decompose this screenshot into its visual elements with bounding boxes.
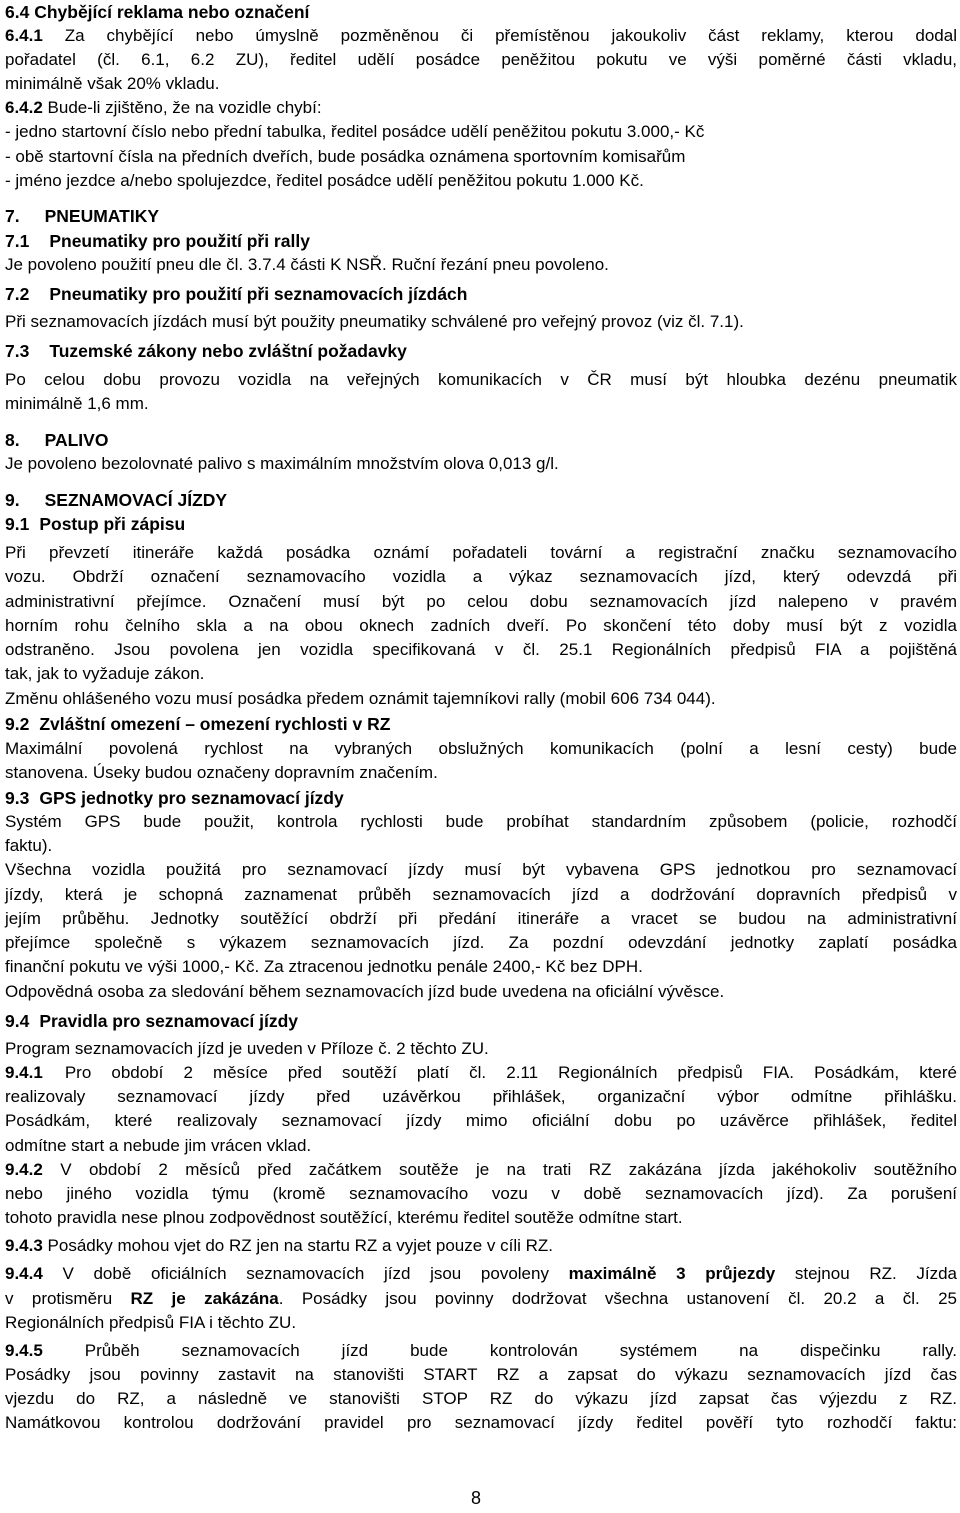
clause-number: 6.4.1 (5, 26, 43, 45)
section-7-3-heading (5, 339, 407, 363)
emphasis-text: RZ je zakázána (130, 1289, 279, 1308)
paragraph-line: tak, jak to vyžaduje zákon. (5, 664, 205, 683)
section-8-heading (5, 428, 108, 452)
section-number: 9.2 (5, 714, 30, 734)
paragraph-line: odstraněno. Jsou povolena jen vozidla specifikovaná v čl. 25.1 Regionálních předpisů FIA a pojištěná (5, 640, 957, 659)
clause-text: stejnou RZ. Jízda (775, 1264, 957, 1283)
page-number: 8 (471, 1488, 482, 1508)
section-number: 7. (5, 206, 20, 226)
section-number: 7.2 (5, 284, 30, 304)
section-7-heading (5, 204, 159, 228)
paragraph-line: jejím průběhu. Jednotky soutěžící obdrží při předání itineráře a vracet se budou na administrativní (5, 909, 957, 928)
paragraph-line: Je povoleno bezolovnaté palivo s maximálním množstvím olova 0,013 g/l. (5, 454, 559, 473)
para-9-4-5-line: vjezdu do RZ, a následně ve stanovišti STOP RZ do výkazu jízd zapsat čas výjezdu z RZ. (5, 1389, 957, 1408)
section-title: Pneumatiky pro použití při seznamovacích jízdách (49, 284, 468, 304)
clause-text: v protisměru (5, 1289, 131, 1308)
section-6-4-heading: 6.4 Chybějící reklama nebo označení (5, 2, 310, 22)
section-number: 9.3 (5, 788, 30, 808)
clause-text: V období 2 měsíců před začátkem soutěže je na trati RZ zakázána jízda jakéhokoliv soutěžního (42, 1160, 957, 1179)
clause-number: 9.4.4 (5, 1264, 43, 1283)
section-7-2-heading (5, 282, 467, 306)
clause-text: Bude-li zjištěno, že na vozidle chybí: (42, 98, 322, 117)
clause-text: Průběh seznamovacích jízd bude kontrolován systémem na dispečinku rally. (42, 1341, 957, 1360)
para-9-4-1-line: odmítne start a nebude jim vrácen vklad. (5, 1136, 312, 1155)
paragraph-line: jízdy, která je schopná zaznamenat průběh seznamovacích jízd a dodržování dopravních předpisů v (5, 885, 957, 904)
paragraph-line: Maximální povolená rychlost na vybraných obslužných komunikacích (polní a lesní cesty) bude (5, 739, 957, 758)
section-number: 8. (5, 430, 20, 450)
paragraph-line: Je povoleno použití pneu dle čl. 3.7.4 části K NSŘ. Ruční řezání pneu povoleno. (5, 255, 609, 274)
para-9-4-1-line: Posádkám, které realizovaly seznamovací jízdy mimo oficiální dobu po uzávěrce přihlášek, ředitel (5, 1111, 957, 1130)
paragraph-line: administrativní přejímce. Označení musí být po celou dobu seznamovacích jízd nalepeno v pravém (5, 592, 957, 611)
paragraph-line: Při převzetí itineráře každá posádka oznámí pořadateli tovární a registrační značku seznamovacího (5, 543, 957, 562)
section-title: Pneumatiky pro použití při rally (49, 231, 310, 251)
paragraph-line: stanovena. Úseky budou označeny dopravním značením. (5, 763, 438, 782)
para-9-4-4-line: Regionálních předpisů FIA i těchto ZU. (5, 1313, 297, 1332)
para-9-4-5-line: Posádky jsou povinny zastavit na stanovišti START RZ a zapsat do výkazu seznamovacích jízd čas (5, 1365, 957, 1384)
paragraph-line: Po celou dobu provozu vozidla na veřejných komunikacích v ČR musí být hloubka dezénu pneumatik (5, 370, 957, 389)
section-title: GPS jednotky pro seznamovací jízdy (39, 788, 344, 808)
clause-number: 6.4.2 (5, 98, 43, 117)
paragraph-line: Systém GPS bude použit, kontrola rychlosti bude probíhat standardním způsobem (policie, rozhodčí (5, 812, 957, 831)
paragraph-line: faktu). (5, 836, 53, 855)
section-number: 9.1 (5, 514, 30, 534)
clause-text: Za chybějící nebo úmyslně pozměněnou či přemístěnou jakoukoliv část reklamy, kterou dodal (42, 26, 957, 45)
clause-text: Pro období 2 měsíce před soutěží platí čl. 2.11 Regionálních předpisů FIA. Posádkám, které (64, 1063, 957, 1082)
section-9-heading (5, 488, 227, 512)
para-9-4-1-line (5, 1061, 957, 1085)
para-9-4-4-line (5, 1287, 957, 1311)
clause-number: 9.4.3 (5, 1236, 43, 1255)
section-title: Tuzemské zákony nebo zvláštní požadavky (49, 341, 407, 361)
para-6-4-1-line: pořadatel (čl. 6.1, 6.2 ZU), ředitel udělí posádce peněžitou pokutu ve výši poměrné části vkladu, (5, 50, 957, 69)
clause-number: 9.4.1 (5, 1063, 43, 1082)
section-9-4-heading (5, 1009, 298, 1033)
section-9-2-heading (5, 712, 390, 736)
para-9-4-2-line: nebo jiného vozidla týmu (kromě seznamovacího vozu v době seznamovacích jízd). Za porušení (5, 1184, 957, 1203)
section-number: 9. (5, 490, 20, 510)
paragraph-line: Odpovědná osoba za sledování během seznamovacích jízd bude uvedena na oficiální vývěsce. (5, 982, 725, 1001)
paragraph-line: finanční pokutu ve výši 1000,- Kč. Za ztracenou jednotku penále 2400,- Kč bez DPH. (5, 957, 643, 976)
para-6-4-2-line (5, 96, 322, 120)
paragraph-line: Při seznamovacích jízdách musí být použity pneumatiky schválené pro veřejný provoz (viz čl. 7.1). (5, 312, 744, 331)
list-item: - jméno jezdce a/nebo spolujezdce, ředitel posádce udělí peněžitou pokutu 1.000 Kč. (5, 171, 644, 190)
paragraph-line: vozu. Obdrží označení seznamovacího vozidla a výkaz seznamovacích jízd, který odevzdá při (5, 567, 957, 586)
list-item: - obě startovní čísla na předních dveřích, bude posádka oznámena sportovním komisařům (5, 147, 686, 166)
clause-text: . Posádky jsou povinny dodržovat všechna ustanovení čl. 20.2 a čl. 25 (278, 1289, 958, 1308)
para-6-4-1-line: minimálně však 20% vkladu. (5, 74, 220, 93)
paragraph-line: Změnu ohlášeného vozu musí posádka předem oznámit tajemníkovi rally (mobil 606 734 044). (5, 689, 716, 708)
clause-text: V době oficiálních seznamovacích jízd jsou povoleny (42, 1264, 569, 1283)
paragraph-line: Všechna vozidla použitá pro seznamovací jízdy musí být vybavena GPS jednotkou pro seznamovací (5, 860, 957, 879)
section-title: PALIVO (44, 430, 109, 450)
list-item: - jedno startovní číslo nebo přední tabulka, ředitel posádce udělí peněžitou pokutu 3.000,- Kč (5, 122, 705, 141)
section-7-1-heading (5, 229, 310, 253)
para-9-4-2-line: tohoto pravidla nese plnou zodpovědnost soutěžící, kterému ředitel soutěže odmítne start. (5, 1208, 683, 1227)
para-9-4-5-line (5, 1339, 957, 1363)
emphasis-text: maximálně 3 průjezdy (568, 1264, 776, 1283)
section-number: 9.4 (5, 1011, 30, 1031)
para-9-4-5-line: Namátkovou kontrolou dodržování pravidel pro seznamovací jízdy ředitel pověří tyto rozhodčí faktu: (5, 1413, 957, 1432)
paragraph-line: minimálně 1,6 mm. (5, 394, 149, 413)
para-9-4-4-line (5, 1262, 957, 1286)
para-9-4-2-line (5, 1158, 957, 1182)
para-9-4-1-line: realizovaly seznamovací jízdy před uzávěrkou přihlášek, organizační výbor odmítne přihlášku. (5, 1087, 957, 1106)
section-title: Pravidla pro seznamovací jízdy (39, 1011, 299, 1031)
paragraph-line: Program seznamovacích jízd je uveden v Příloze č. 2 těchto ZU. (5, 1039, 489, 1058)
section-title: SEZNAMOVACÍ JÍZDY (44, 490, 228, 510)
clause-number: 9.4.5 (5, 1341, 43, 1360)
section-title: Postup při zápisu (39, 514, 186, 534)
section-number: 7.3 (5, 341, 30, 361)
clause-number: 9.4.2 (5, 1160, 43, 1179)
section-number: 7.1 (5, 231, 30, 251)
clause-text: Posádky mohou vjet do RZ jen na startu RZ a vyjet pouze v cíli RZ. (42, 1236, 554, 1255)
section-title: PNEUMATIKY (44, 206, 160, 226)
section-9-1-heading (5, 512, 185, 536)
para-6-4-1-line (5, 24, 957, 48)
para-9-4-3-line (5, 1234, 553, 1258)
section-title: Zvláštní omezení – omezení rychlosti v RZ (39, 714, 391, 734)
paragraph-line: horním rohu čelního skla a na obou oknech zadních dveří. Po skončení této doby musí být z vozidla (5, 616, 957, 635)
paragraph-line: přejímce společně s výkazem seznamovacích jízd. Za pozdní odevzdání jednotky zaplatí posádka (5, 933, 957, 952)
section-9-3-heading (5, 786, 344, 810)
